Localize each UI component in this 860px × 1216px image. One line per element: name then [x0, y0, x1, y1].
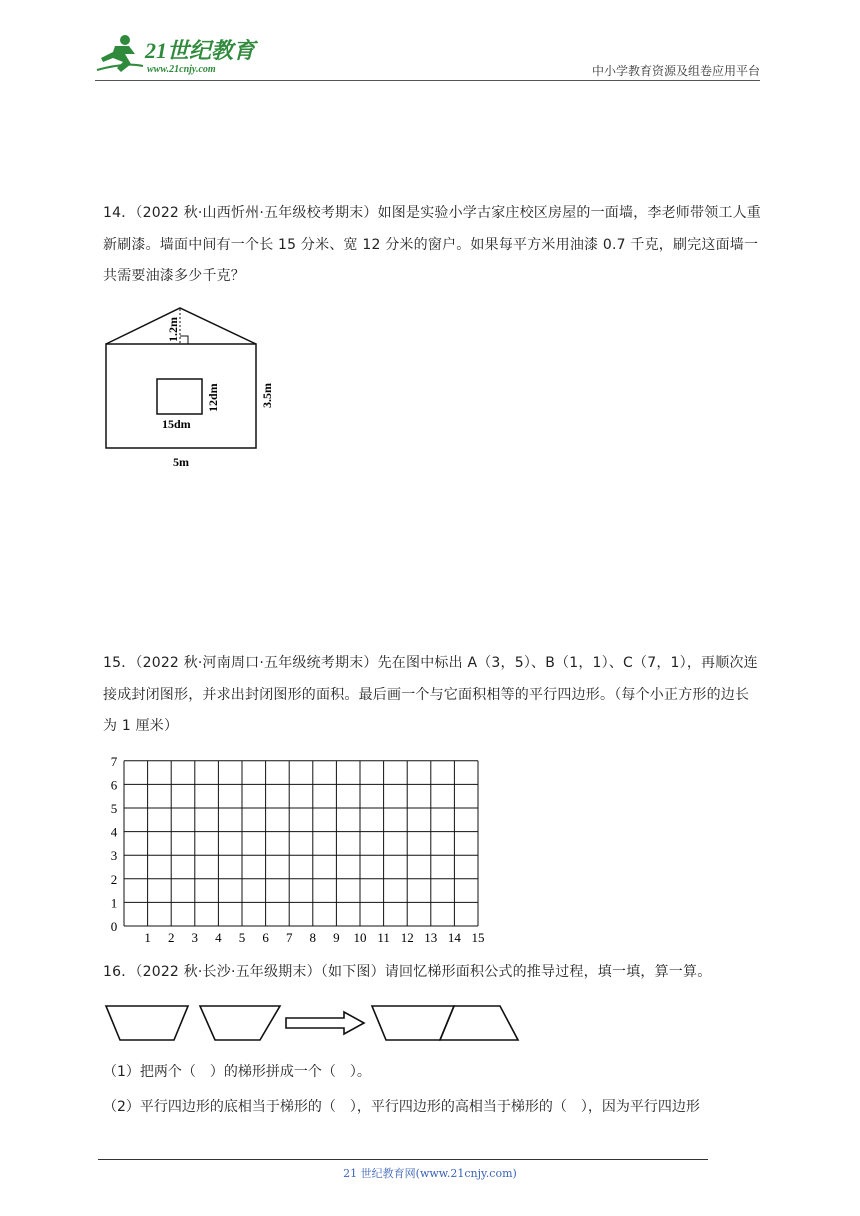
wall-height-label: 3.5m [260, 383, 274, 408]
x-axis-tick-label: 9 [333, 930, 340, 945]
trapezoid-derivation-figure [100, 1000, 530, 1050]
house-wall-figure [100, 304, 300, 478]
question-15 [103, 648, 763, 743]
x-axis-tick-label: 12 [400, 930, 414, 945]
x-axis-tick-label: 3 [191, 930, 199, 945]
question-15-text: 15．（2022 秋·河南周口·五年级统考期末）先在图中标出 A（3，5）、B（1，1）、C（7，1），再顺次连接成封闭图形，并求出封闭图形的面积。最后画一个与它面积相等的平行四边形。（每个小正方形的边长为 1 厘米） [103, 655, 758, 734]
x-axis-tick-label: 11 [377, 930, 390, 945]
logo [95, 32, 265, 78]
x-axis-tick-label: 1 [144, 930, 151, 945]
wall-width-label: 5m [173, 455, 189, 469]
y-axis-tick-label: 4 [110, 824, 118, 840]
question-16-text: 16．（2022 秋·长沙·五年级期末）（如下图）请回忆梯形面积公式的推导过程，填一填，算一算。 [103, 964, 712, 980]
question-14-text: 14．（2022 秋·山西忻州·五年级校考期末）如图是实验小学古家庄校区房屋的一面墙，李老师带领工人重新刷漆。墙面中间有一个长 15 分米、宽 12 分米的窗户。如果每平方米用油漆 0.7 千克，刷完这面墙一共需要油漆多少千克？ [103, 205, 761, 284]
footer-text: 21 世纪教育网(www.21cnjy.com) [343, 1167, 517, 1180]
x-axis-tick-label: 2 [167, 930, 175, 945]
header-divider [95, 80, 760, 81]
question-16 [103, 957, 763, 989]
x-axis-tick-label: 15 [471, 930, 485, 945]
logo-url: www.21cnjy.com [147, 64, 216, 75]
x-axis-tick-label: 13 [424, 930, 438, 945]
question-14 [103, 198, 763, 293]
coordinate-grid-figure [100, 756, 500, 950]
y-axis-tick-label: 5 [110, 801, 118, 816]
header-platform-text: 中小学教育资源及组卷应用平台 [591, 64, 760, 78]
y-axis-tick-label: 2 [110, 871, 118, 887]
y-axis-tick-label: 6 [110, 777, 118, 793]
window-width-label: 15dm [162, 417, 191, 431]
x-axis-tick-label: 5 [238, 930, 246, 945]
window-height-label: 12dm [206, 383, 220, 412]
x-axis-tick-label: 6 [262, 930, 269, 945]
x-axis-tick-label: 10 [353, 930, 367, 945]
question-16-item-1: （1）把两个（ ）的梯形拼成一个（ ）。 [103, 1064, 371, 1080]
x-axis-tick-label: 14 [447, 930, 461, 945]
roof-height-label: 1.2m [166, 317, 180, 342]
question-16-item-2: （2）平行四边形的底相当于梯形的（ ），平行四边形的高相当于梯形的（ ），因为平行四边形 [103, 1099, 700, 1115]
page-header [95, 32, 760, 82]
footer-divider [98, 1159, 708, 1160]
x-axis-tick-label: 8 [309, 930, 317, 945]
x-axis-tick-label: 7 [285, 930, 293, 945]
y-axis-tick-label: 1 [110, 895, 118, 911]
y-axis-tick-label: 3 [110, 848, 118, 864]
logo-text: 21世纪教育 [145, 38, 256, 63]
y-axis-tick-label: 7 [110, 756, 118, 769]
y-axis-tick-label: 0 [110, 919, 118, 934]
x-axis-tick-label: 4 [215, 930, 222, 945]
